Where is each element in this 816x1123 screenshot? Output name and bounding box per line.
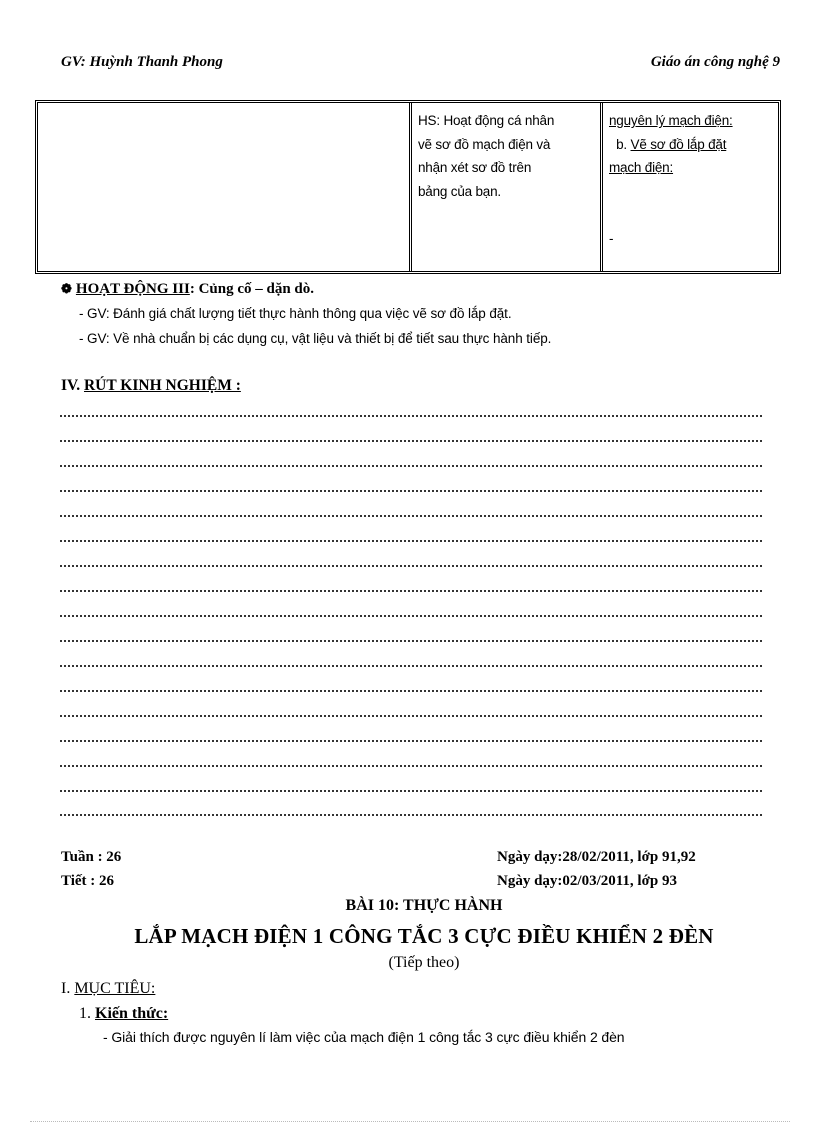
table-column-divider: [600, 103, 603, 271]
content-line: [609, 133, 781, 157]
dotted-line: [60, 565, 762, 567]
lesson-table: [35, 100, 781, 274]
lesson-number: BÀI 10: THỰC HÀNH: [345, 897, 503, 914]
dotted-line: [60, 640, 762, 642]
content-dash: -: [609, 230, 614, 246]
flower-bullet-icon: ❁: [61, 281, 72, 296]
dotted-line: [60, 540, 762, 542]
activity3-title: HOẠT ĐỘNG III: [75, 281, 190, 297]
section4-title: RÚT KINH NGHIỆM :: [83, 377, 241, 394]
teaching-date-1: Ngày dạy:28/02/2011, lớp 91,92: [497, 849, 696, 865]
dotted-line: [60, 415, 762, 417]
student-activity-line: HS: Hoạt động cá nhân: [418, 113, 555, 128]
section1-title: MỤC TIÊU:: [74, 980, 156, 997]
section1-heading: [61, 980, 155, 998]
table-column-divider: [409, 103, 412, 271]
dotted-line: [60, 465, 762, 467]
dotted-line: [60, 440, 762, 442]
content-spacer: [609, 180, 781, 227]
dotted-line: [60, 665, 762, 667]
teaching-date-2: Ngày dạy:02/03/2011, lớp 93: [497, 873, 677, 889]
content-line: mạch điện:: [609, 160, 674, 175]
student-activity-line: nhận xét sơ đồ trên: [418, 160, 532, 175]
subsection-title: Kiến thức:: [95, 1005, 169, 1022]
activity3-line: - GV: Về nhà chuẩn bị các dụng cụ, vật liệu và thiết bị để tiết sau thực hành tiếp.: [79, 331, 552, 346]
student-activity-line: vẽ sơ đồ mạch điện và: [418, 136, 551, 152]
dotted-line: [60, 590, 762, 592]
student-activity-line: bảng của bạn.: [418, 183, 501, 199]
page-bottom-divider: [30, 1121, 790, 1122]
section1-prefix: I.: [61, 980, 75, 997]
lesson-subtitle: (Tiếp theo): [388, 954, 460, 971]
dotted-line: [60, 490, 762, 492]
header-subject: Giáo án công nghệ 9: [650, 54, 780, 70]
subsection-heading: [79, 1005, 168, 1023]
activity3-suffix: : Củng cố – dặn dò.: [189, 281, 315, 297]
dotted-line: [60, 765, 762, 767]
content-line-prefix: b.: [616, 136, 631, 152]
activity3-heading: [61, 281, 314, 298]
content-line-heading: Vẽ sơ đồ lắp đặt: [630, 136, 727, 152]
dotted-line: [60, 740, 762, 742]
dotted-line: [60, 615, 762, 617]
section4-heading: [61, 377, 241, 395]
dotted-line: [60, 690, 762, 692]
student-activity-cell: [418, 109, 598, 203]
dotted-line: [60, 515, 762, 517]
lesson-title: LẮP MẠCH ĐIỆN 1 CÔNG TẮC 3 CỰC ĐIỀU KHIỂN 2 ĐÈN: [134, 924, 714, 948]
dotted-line: [60, 790, 762, 792]
dotted-line: [60, 814, 762, 816]
subsection-prefix: 1.: [79, 1005, 95, 1022]
content-line: nguyên lý mạch điện:: [609, 113, 733, 128]
objective-text: - Giải thích được nguyên lí làm việc của mạch điện 1 công tắc 3 cực điều khiển 2 đèn: [103, 1029, 625, 1045]
activity3-line: - GV: Đánh giá chất lượng tiết thực hành thông qua việc vẽ sơ đồ lắp đặt.: [79, 306, 512, 321]
period-label: Tiết : 26: [61, 873, 115, 889]
week-label: Tuần : 26: [61, 849, 122, 865]
section4-prefix: IV.: [61, 377, 84, 394]
content-cell: [609, 109, 781, 250]
dotted-line: [60, 715, 762, 717]
header-teacher: GV: Huỳnh Thanh Phong: [61, 54, 223, 70]
